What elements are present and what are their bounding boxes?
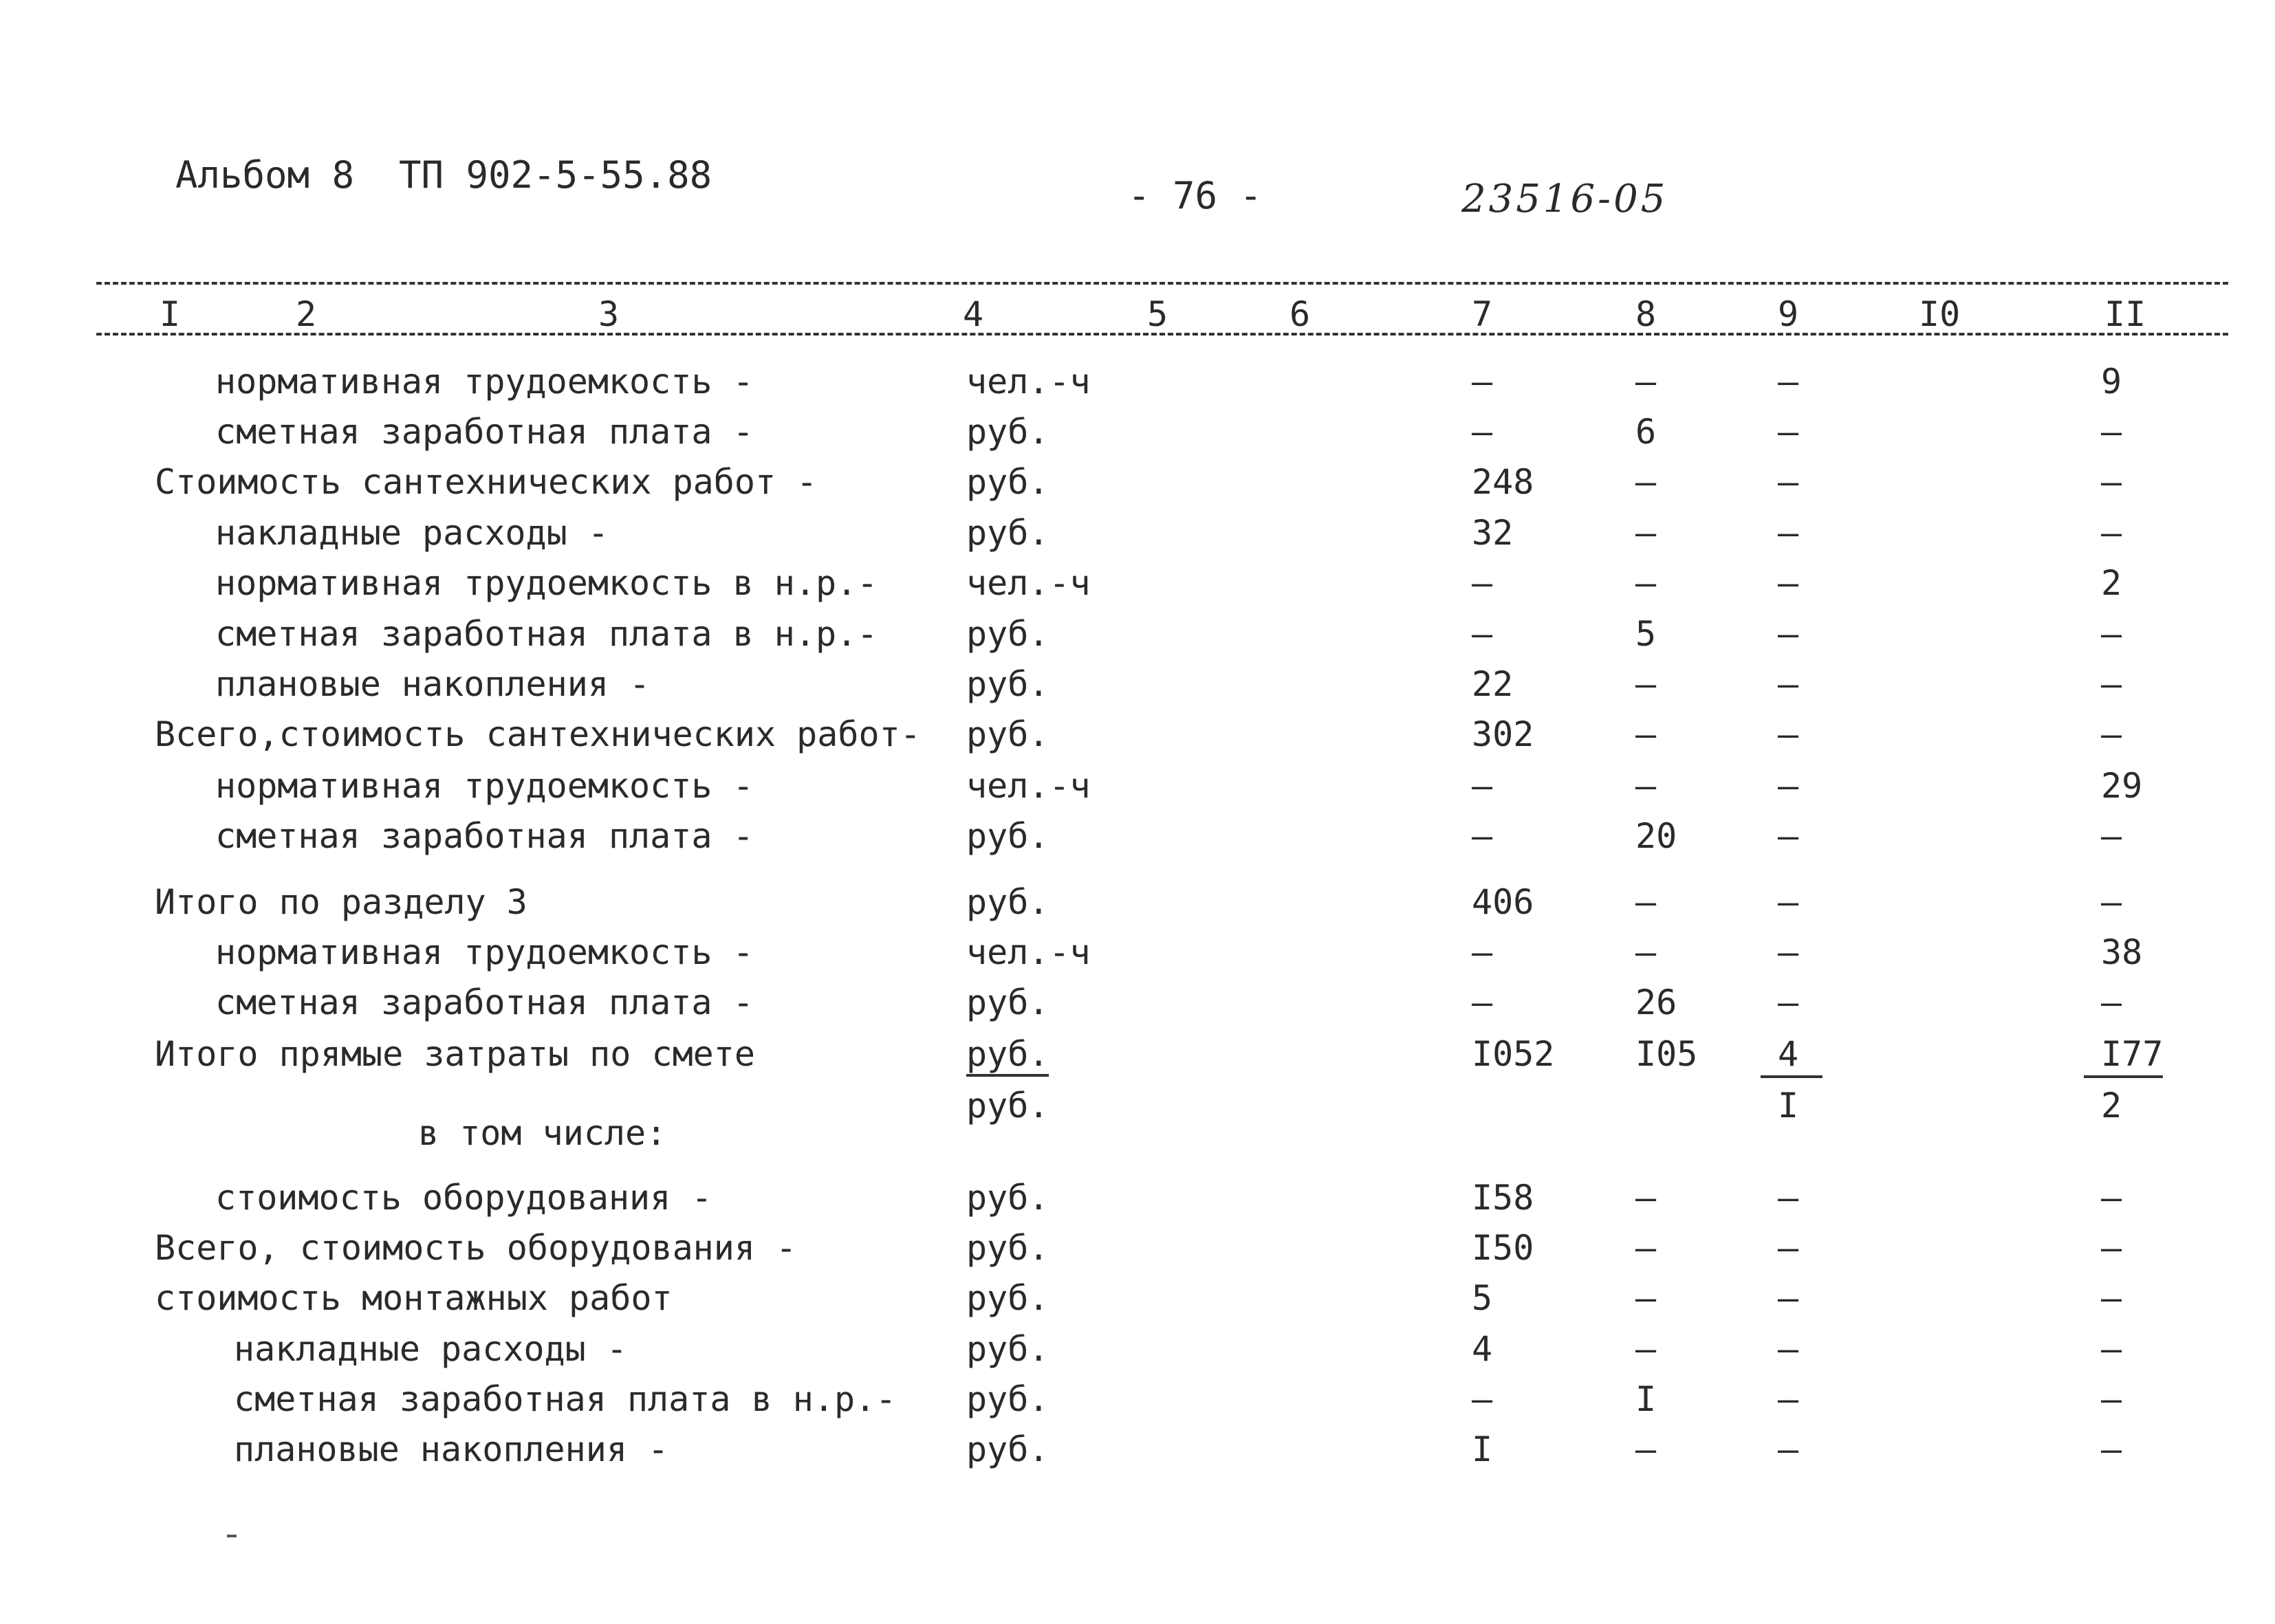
unit-cell: руб.: [966, 513, 1049, 553]
col11-cell: 2: [2101, 1086, 2122, 1126]
unit-cell: руб.: [966, 462, 1049, 502]
row-label: Всего, стоимость оборудования -: [155, 1228, 797, 1268]
col11-cell: –: [2101, 614, 2122, 654]
unit-cell: руб.: [966, 1329, 1049, 1369]
column-header-2: 2: [296, 294, 317, 334]
row-label: плановые накопления -: [234, 1429, 669, 1469]
table-row: [0, 714, 2275, 767]
col9-cell: I: [1778, 1086, 1799, 1126]
fraction-line-col11: [2084, 1075, 2163, 1078]
col8-cell: 5: [1635, 614, 1657, 654]
fraction-line-col9: [1761, 1075, 1822, 1078]
col11-cell: –: [2101, 1228, 2122, 1268]
row-label: сметная заработная плата -: [215, 983, 754, 1022]
col9-cell: –: [1778, 1429, 1799, 1469]
col8-cell: I05: [1635, 1034, 1698, 1074]
stray-mark: [227, 1535, 237, 1537]
col7-cell: 302: [1472, 714, 1534, 754]
col9-cell: –: [1778, 412, 1799, 452]
unit-cell: руб.: [966, 882, 1049, 922]
col7-cell: 32: [1472, 513, 1514, 553]
col7-cell: –: [1472, 412, 1493, 452]
col9-cell: –: [1778, 983, 1799, 1022]
col9-cell: –: [1778, 1379, 1799, 1419]
handwritten-code: 23516-05: [1461, 177, 1668, 221]
col9-cell: –: [1778, 816, 1799, 856]
col11-cell: –: [2101, 816, 2122, 856]
col8-cell: –: [1635, 1228, 1657, 1268]
col9-cell: 4: [1778, 1034, 1799, 1074]
table-row: [0, 1178, 2275, 1230]
table-row: [0, 882, 2275, 934]
col11-cell: 38: [2101, 932, 2143, 972]
row-label: сметная заработная плата в н.р.-: [234, 1379, 897, 1419]
column-header-7: 7: [1472, 294, 1493, 334]
col11-cell: –: [2101, 412, 2122, 452]
col7-cell: I58: [1472, 1178, 1534, 1218]
col7-cell: I052: [1472, 1034, 1555, 1074]
unit-cell: чел.-ч: [966, 932, 1091, 972]
col9-cell: –: [1778, 932, 1799, 972]
page-number: - 76 -: [1128, 174, 1263, 217]
col7-cell: –: [1472, 362, 1493, 402]
table-row: [0, 1379, 2275, 1431]
unit-cell: чел.-ч: [966, 563, 1091, 603]
col11-cell: 9: [2101, 362, 2122, 402]
col11-cell: –: [2101, 664, 2122, 704]
unit-cell: руб.: [966, 1086, 1049, 1126]
col11-cell: –: [2101, 882, 2122, 922]
row-label: сметная заработная плата -: [215, 412, 754, 452]
col8-cell: I: [1635, 1379, 1657, 1419]
col7-cell: –: [1472, 1379, 1493, 1419]
row-label: Итого прямые затраты по смете: [155, 1034, 755, 1074]
col8-cell: –: [1635, 563, 1657, 603]
col8-cell: –: [1635, 714, 1657, 754]
row-label: нормативная трудоемкость -: [215, 766, 754, 806]
unit-cell: руб.: [966, 1278, 1049, 1318]
col11-cell: I77: [2101, 1034, 2164, 1074]
table-row: [0, 664, 2275, 716]
column-header-4: 4: [963, 294, 984, 334]
col7-cell: 22: [1472, 664, 1514, 704]
table-row: [0, 563, 2275, 615]
table-row: [0, 1228, 2275, 1280]
col8-cell: –: [1635, 932, 1657, 972]
col11-cell: –: [2101, 1329, 2122, 1369]
table-row: [0, 614, 2275, 666]
col7-cell: –: [1472, 983, 1493, 1022]
col9-cell: –: [1778, 1329, 1799, 1369]
col9-cell: –: [1778, 362, 1799, 402]
col11-cell: –: [2101, 1278, 2122, 1318]
col8-cell: –: [1635, 1178, 1657, 1218]
row-label: накладные расходы -: [215, 513, 609, 553]
col11-cell: –: [2101, 1379, 2122, 1419]
row-label: нормативная трудоемкость -: [215, 932, 754, 972]
col7-cell: 248: [1472, 462, 1534, 502]
col9-cell: –: [1778, 614, 1799, 654]
unit-cell: чел.-ч: [966, 766, 1091, 806]
unit-cell: руб.: [966, 1228, 1049, 1268]
row-label: в том числе:: [418, 1113, 667, 1153]
col8-cell: 26: [1635, 983, 1677, 1022]
col8-cell: –: [1635, 882, 1657, 922]
table-row: [0, 364, 2275, 414]
col9-cell: –: [1778, 714, 1799, 754]
row-label: Стоимость сантехнических работ -: [155, 462, 818, 502]
unit-cell: руб.: [966, 664, 1049, 704]
table-row: [0, 1034, 2275, 1086]
col7-cell: –: [1472, 766, 1493, 806]
column-header-9: 9: [1778, 294, 1799, 334]
unit-cell: руб.: [966, 816, 1049, 856]
unit-cell: руб.: [966, 1037, 1049, 1077]
unit-cell: чел.-ч: [966, 362, 1091, 402]
table-row: [0, 1329, 2275, 1381]
row-label: нормативная трудоемкость в н.р.-: [215, 563, 878, 603]
col9-cell: –: [1778, 1278, 1799, 1318]
table-row: [0, 513, 2275, 565]
col8-cell: –: [1635, 1278, 1657, 1318]
row-label: сметная заработная плата -: [215, 816, 754, 856]
table-row: [0, 1113, 2275, 1165]
column-header-3: 3: [598, 294, 620, 334]
table-row: [0, 1429, 2275, 1482]
col7-cell: –: [1472, 932, 1493, 972]
table-row: [0, 1278, 2275, 1330]
col11-cell: –: [2101, 1178, 2122, 1218]
col8-cell: 20: [1635, 816, 1677, 856]
col9-cell: –: [1778, 462, 1799, 502]
row-label: накладные расходы -: [234, 1329, 627, 1369]
unit-cell: руб.: [966, 1178, 1049, 1218]
row-label: плановые накопления -: [215, 664, 651, 704]
col7-cell: –: [1472, 563, 1493, 603]
column-header-11: II: [2104, 294, 2146, 334]
col7-cell: –: [1472, 614, 1493, 654]
col9-cell: –: [1778, 664, 1799, 704]
unit-cell: руб.: [966, 1379, 1049, 1419]
row-label: стоимость монтажных работ: [155, 1278, 673, 1318]
col7-cell: –: [1472, 816, 1493, 856]
table-row: [0, 816, 2275, 868]
col11-cell: –: [2101, 983, 2122, 1022]
column-header-1: I: [160, 294, 181, 334]
row-label: Всего,стоимость сантехнических работ-: [155, 714, 921, 754]
col9-cell: –: [1778, 882, 1799, 922]
col9-cell: –: [1778, 563, 1799, 603]
column-header-5: 5: [1147, 294, 1168, 334]
col11-cell: 29: [2101, 766, 2143, 806]
col9-cell: –: [1778, 1178, 1799, 1218]
unit-cell: руб.: [966, 1429, 1049, 1469]
col8-cell: –: [1635, 1429, 1657, 1469]
table-row: [0, 766, 2275, 818]
column-header-6: 6: [1289, 294, 1311, 334]
col7-cell: 406: [1472, 882, 1534, 922]
album-label: Альбом 8: [175, 153, 355, 197]
row-label: нормативная трудоемкость -: [215, 362, 754, 402]
column-header-10: I0: [1919, 294, 1961, 334]
col8-cell: 6: [1635, 412, 1657, 452]
row-label: стоимость оборудования -: [215, 1178, 712, 1218]
table-row: [0, 985, 2275, 1035]
row-label: сметная заработная плата в н.р.-: [215, 614, 878, 654]
col11-cell: 2: [2101, 563, 2122, 603]
table-row: [0, 932, 2275, 985]
col8-cell: –: [1635, 462, 1657, 502]
col8-cell: –: [1635, 362, 1657, 402]
col11-cell: –: [2101, 714, 2122, 754]
col7-cell: I: [1472, 1429, 1493, 1469]
table-row: [0, 462, 2275, 514]
unit-cell: руб.: [966, 614, 1049, 654]
col11-cell: –: [2101, 462, 2122, 502]
col8-cell: –: [1635, 513, 1657, 553]
unit-cell: руб.: [966, 714, 1049, 754]
project-code: ТП 902-5-55.88: [399, 153, 712, 197]
header-top-rule: [96, 282, 2228, 285]
col9-cell: –: [1778, 513, 1799, 553]
col7-cell: I50: [1472, 1228, 1534, 1268]
unit-cell: руб.: [966, 412, 1049, 452]
col8-cell: –: [1635, 1329, 1657, 1369]
col7-cell: 5: [1472, 1278, 1493, 1318]
col8-cell: –: [1635, 766, 1657, 806]
column-header-8: 8: [1635, 294, 1657, 334]
unit-cell: руб.: [966, 983, 1049, 1022]
row-label: Итого по разделу 3: [155, 882, 527, 922]
col11-cell: –: [2101, 1429, 2122, 1469]
table-row: [0, 412, 2275, 464]
col11-cell: –: [2101, 513, 2122, 553]
col9-cell: –: [1778, 1228, 1799, 1268]
col9-cell: –: [1778, 766, 1799, 806]
col7-cell: 4: [1472, 1329, 1493, 1369]
col8-cell: –: [1635, 664, 1657, 704]
